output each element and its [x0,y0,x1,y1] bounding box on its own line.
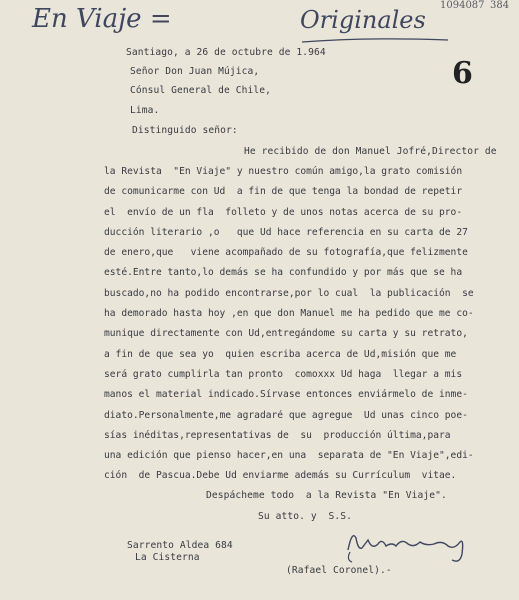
addressee-line: Lima. [130,105,160,116]
date-line: Santiago, a 26 de octubre de 1.964 [126,47,326,58]
body-line: a fin de que sea yo quien escriba acerca de Ud,misión que me [104,349,457,360]
body-line-first: He recibido de don Manuel Jofré,Director de [244,146,497,157]
body-line: buscado,no ha podido encontrarse,por lo cual la publicación se [104,288,474,299]
archive-number: 1094087 [440,0,485,11]
body-line: ducción literario ,o que Ud hace referencia en su carta de 27 [104,227,468,238]
body-line: la Revista "En Viaje" y nuestro común amigo,la grato comisión [104,166,463,177]
body-line: ha demorado hasta hoy ,en que don Manuel me ha pedido que me co- [104,308,474,319]
page-number: 384 [490,0,510,11]
underline-originales [300,36,450,46]
body-line: manos el material indicado.Sírvase entonces enviármelo de inme- [104,389,468,400]
body-line: munique directamente con Ud,entregándome su carta y su retrato, [104,328,468,339]
handwritten-originales: Originales [300,6,426,34]
body-line: será grato cumplirla tan pronto comoxxx Ud haga llegar a mis [104,369,463,380]
sender-address: Sarrento Aldea 684 [127,540,233,551]
addressee-line: Señor Don Juan Mújica, [130,66,260,77]
handwritten-mark: 6 [452,56,473,91]
signature [342,520,472,570]
body-line: esté.Entre tanto,lo demás se ha confundido y por más que se ha [104,267,463,278]
closing: Su atto. y S.S. [258,511,353,522]
sender-address: La Cisterna [135,552,200,563]
body-line: una edición que pienso hacer,en una separata de "En Viaje",edi- [104,450,474,461]
body-line: sías inéditas,representativas de su producción última,para [104,430,451,441]
closing-request: Despácheme todo a la Revista "En Viaje". [206,490,447,501]
sender-name: (Rafael Coronel).- [286,565,392,576]
salutation: Distinguido señor: [132,125,238,136]
addressee-line: Cónsul General de Chile, [130,85,272,96]
body-line: de comunicarme con Ud a fin de que tenga la bondad de repetir [104,186,463,197]
body-line: diato.Personalmente,me agradaré que agregue Ud unas cinco poe- [104,410,468,421]
body-line: de enero,que viene acompañado de su fotografía,que felizmente [104,247,468,258]
body-line: ción de Pascua.Debe Ud enviarme además su Currículum vitae. [104,470,457,481]
handwritten-title: En Viaje = [32,4,172,34]
body-line: el envío de un fla folleto y de unos notas acerca de su pro- [104,207,463,218]
